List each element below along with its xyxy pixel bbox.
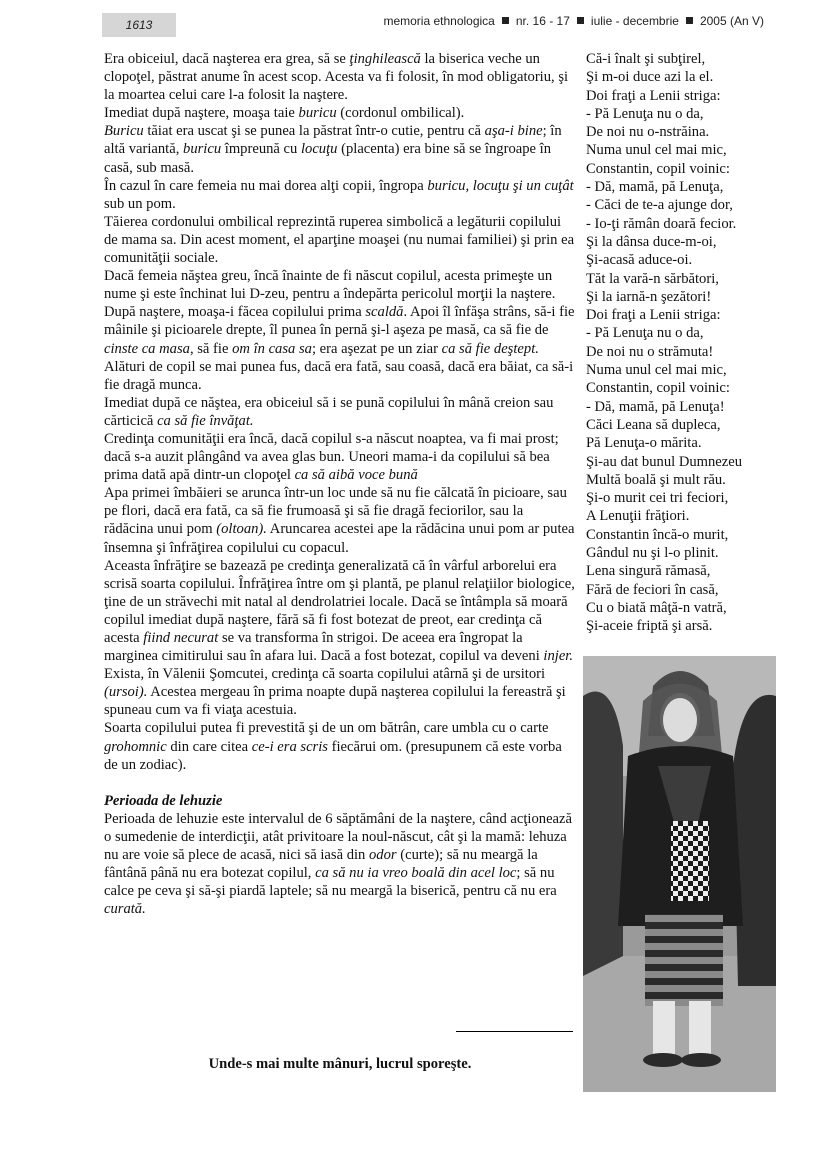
emphasis: ce-i era scris <box>251 738 328 755</box>
paragraph: După naştere, moaşa-i făcea copilului prima scaldă. Apoi îl înfăşa strâns, să-i fie mâinile şi picioarele drepte, îl punea în pernă şi-l aşeza pe masă, ca să fie de cinste ca masa, să fie om în casa sa; era aşezat pe un ziar ca să fie deştept. Alături de copil se mai punea fus, dacă era fată, sau coasă, dacă era băiat, ca să-i fie dragă munca. <box>104 304 575 393</box>
emphasis: om în casa sa <box>232 340 312 357</box>
paragraph: Imediat după ce năştea, era obiceiul să i se pună copilului în mână creion sau cărticică ca să fie învăţat. <box>104 394 554 429</box>
emphasis: grohomnic <box>104 738 167 755</box>
page-number: 1613 <box>102 13 176 37</box>
poem-line: Gândul nu şi l-o plinit. <box>586 545 719 562</box>
emphasis: ca să fie învăţat. <box>157 412 254 429</box>
emphasis: ca să fie deştept. <box>441 340 539 357</box>
poem-line: - Căci de te-a ajunge dor, <box>586 197 733 214</box>
poem-line: Pă Lenuţa-o mărita. <box>586 435 702 452</box>
poem-line: Multă boală şi mult rău. <box>586 471 726 488</box>
paragraph: În cazul în care femeia nu mai dorea alţi copii, îngropa buricu, locuţu şi un cuţât sub un pom. <box>104 177 574 212</box>
paragraph: Tăierea cordonului ombilical reprezintă ruperea simbolică a legăturii copilului de mama sa. Din acest moment, el aparţine moaşei (nu numai familiei) şi prin ea comunităţii sociale. <box>104 213 575 267</box>
poem-line: Şi la dânsa duce-m-oi, <box>586 233 717 250</box>
separator-square-icon <box>686 17 693 24</box>
emphasis: locuţu <box>300 141 338 158</box>
photo-girl-in-folk-costume <box>583 656 776 1092</box>
paragraph: Soarta copilului putea fi prevestită şi de un om bătrân, care umbla cu o carte grohomnic din care citea ce-i era scris fiecărui om. (presupunem că este vorba de un zodiac). <box>104 720 562 773</box>
poem-line: Fără de feciori în casă, <box>586 581 719 598</box>
emphasis: (oltoan). <box>216 521 267 538</box>
emphasis: curată. <box>104 901 146 918</box>
emphasis: aşa-i bine <box>484 123 543 140</box>
poem-line: Doi fraţi a Lenii striga: <box>586 307 721 324</box>
emphasis: ca să nu ia vreo boală din acel loc <box>315 865 517 882</box>
poem-line: Şi-acasă aduce-oi. <box>586 252 693 269</box>
poem-line: Lena singură rămasă, <box>586 563 711 580</box>
poem-line: Numa unul cel mai mic, <box>586 362 727 379</box>
paragraph: Perioada de lehuzie este intervalul de 6 săptămâni de la naştere, când acţionează o sumedenie de interdicţii, atât privitoare la noul-născut, cât şi la mamă: lehuza nu are voie să plece de acasă, nici să iasă din odor (curte); să nu meargă la fântână până nu era botezat copilul, ca să nu ia vreo boală din acel loc; să nu calce pe ceva şi să-şi piardă laptele; să nu meargă la biserică, pentru că nu era curată. <box>104 810 572 918</box>
running-header <box>383 14 764 28</box>
poem-line: De noi nu o-nstrăina. <box>586 124 710 141</box>
poem-line: - Pă Lenuţa nu o da, <box>586 105 704 122</box>
poem-line: - Dă, mamă, pă Lenuţa! <box>586 398 725 415</box>
article-body <box>104 50 576 918</box>
section-heading: Perioada de lehuzie <box>104 792 223 809</box>
emphasis: ţinghilească <box>349 51 421 67</box>
paragraph: Era obiceiul, dacă naşterea era grea, să se ţinghilească la biserica veche un clopoţel, păstrat anume în acest scop. Acesta va fi folosit, în mod obligatoriu, şi la moartea celui care l-a folosit la naştere. <box>104 51 569 104</box>
emphasis: (ursoi). <box>104 684 148 701</box>
proverb: Unde-s mai multe mânuri, lucrul sporeşte. <box>208 1056 472 1072</box>
paragraph: Credinţa comunităţii era încă, dacă copilul s-a născut noaptea, va fi mai prost; dacă s-a auzit plângând va avea glas bun. Uneori mama-i da copilului să bea prima dată apă dintr-un clopoţel ca să aibă voce bună <box>104 430 559 484</box>
emphasis: fiind necurat <box>143 630 219 646</box>
poem-line: Doi fraţi a Lenii striga: <box>586 87 721 104</box>
poem-line: - Dă, mamă, pă Lenuţa, <box>586 179 724 196</box>
paragraph: Aceasta înfrăţire se bazează pe credinţa generalizată că în vârful arborelui era scrisă soarta copilului. Înfrăţirea între om şi plantă, pe planul relaţiilor biologice, ţine de un străvechi mit natal al dendrolatriei locale. Dacă se întâmpla să moară copilul imediat după naştere, fără să fi fost botezat de preot, ear credinţa că acesta fiind necurat se va transforma în strigoi. De aceea era îngropat la marginea cimitirului sau în afara lui. Dacă a fost botezat, copilul va deveni injer. <box>104 557 575 665</box>
issue-period: iulie - decembrie <box>590 14 679 28</box>
poem-line: Şi m-oi duce azi la el. <box>586 69 714 86</box>
poem-line: A Lenuţii frăţiori. <box>586 508 690 525</box>
paragraph: Buricu tăiat era uscat şi se punea la păstrat într-o cutie, pentru că aşa-i bine; în altă variantă, buricu împreună cu locuţu (placenta) era bine să se îngroape în casă, sub masă. <box>104 123 562 176</box>
emphasis: ca să aibă voce bună <box>294 467 418 484</box>
poem-line: Constantin încă-o murit, <box>586 526 729 543</box>
poem-line: De noi nu o strămuta! <box>586 343 714 360</box>
paragraph: Dacă femeia năştea greu, încă înainte de fi născut copilul, acesta primeşte un nume şi este închinat lui D-zeu, pentru a îndepărta pericolul morţii la naştere. <box>104 268 556 303</box>
poem-line: Constantin, copil voinic: <box>586 160 730 177</box>
poem-line: Şi-o murit cei tri feciori, <box>586 490 729 507</box>
separator-square-icon <box>502 17 509 24</box>
poem-column <box>586 50 786 636</box>
poem-line: Că-i înalt şi subţirel, <box>586 51 706 67</box>
emphasis: Buricu <box>104 123 144 140</box>
emphasis: cinste ca masa <box>104 340 190 357</box>
emphasis: odor <box>369 847 397 864</box>
poem-line: Căci Leana să dupleca, <box>586 416 721 433</box>
paragraph: Imediat după naştere, moaşa taie buricu (cordonul ombilical). <box>104 105 465 122</box>
poem-line: Constantin, copil voinic: <box>586 380 730 397</box>
poem-line: - Io-ţi rămân doară fecior. <box>586 215 737 232</box>
paragraph: Exista, în Vălenii Şomcutei, credinţa că soarta copilului atârnă şi de ursitori (ursoi). Acestea mergeau în prima noapte după naşterea copilului la fereastră şi spuneau cum va fi viaţa acestuia. <box>104 666 566 719</box>
issue-year: 2005 (An V) <box>699 14 764 28</box>
poem-line: - Pă Lenuţa nu o da, <box>586 325 704 342</box>
emphasis: buricu <box>183 141 222 158</box>
poem-line: Cu o biată mâţă-n vatră, <box>586 599 727 616</box>
poem-line: Tăt la vară-n sărbători, <box>586 270 719 287</box>
poem-line: Numa unul cel mai mic, <box>586 142 727 159</box>
separator-square-icon <box>577 17 584 24</box>
issue-number: nr. 16 - 17 <box>515 14 570 28</box>
emphasis: buricu <box>298 105 337 122</box>
emphasis: scaldă <box>365 304 404 321</box>
poem-line: Şi la iarnă-n şezători! <box>586 288 712 305</box>
poem-line: Şi-au dat bunul Dumnezeu <box>586 453 743 470</box>
poem-line: Şi-aceie friptă şi arsă. <box>586 618 713 635</box>
journal-name: memoria ethnologica <box>383 14 495 28</box>
emphasis: buricu, locuţu şi un cuţât <box>427 177 574 194</box>
paragraph: Apa primei îmbăieri se arunca într-un loc unde să nu fie călcată în picioare, sau pe flori, dacă era fată, ca să fie frumoasă şi să fie dragă feciorilor, sau la rădăcina unui pom (oltoan). Aruncarea acestei ape la rădăcina unui pom ar putea însemna şi înfrăţirea copilului cu copacul. <box>104 485 575 556</box>
photo-illustration <box>583 656 776 1092</box>
divider <box>456 1031 573 1032</box>
emphasis: injer. <box>543 648 574 665</box>
